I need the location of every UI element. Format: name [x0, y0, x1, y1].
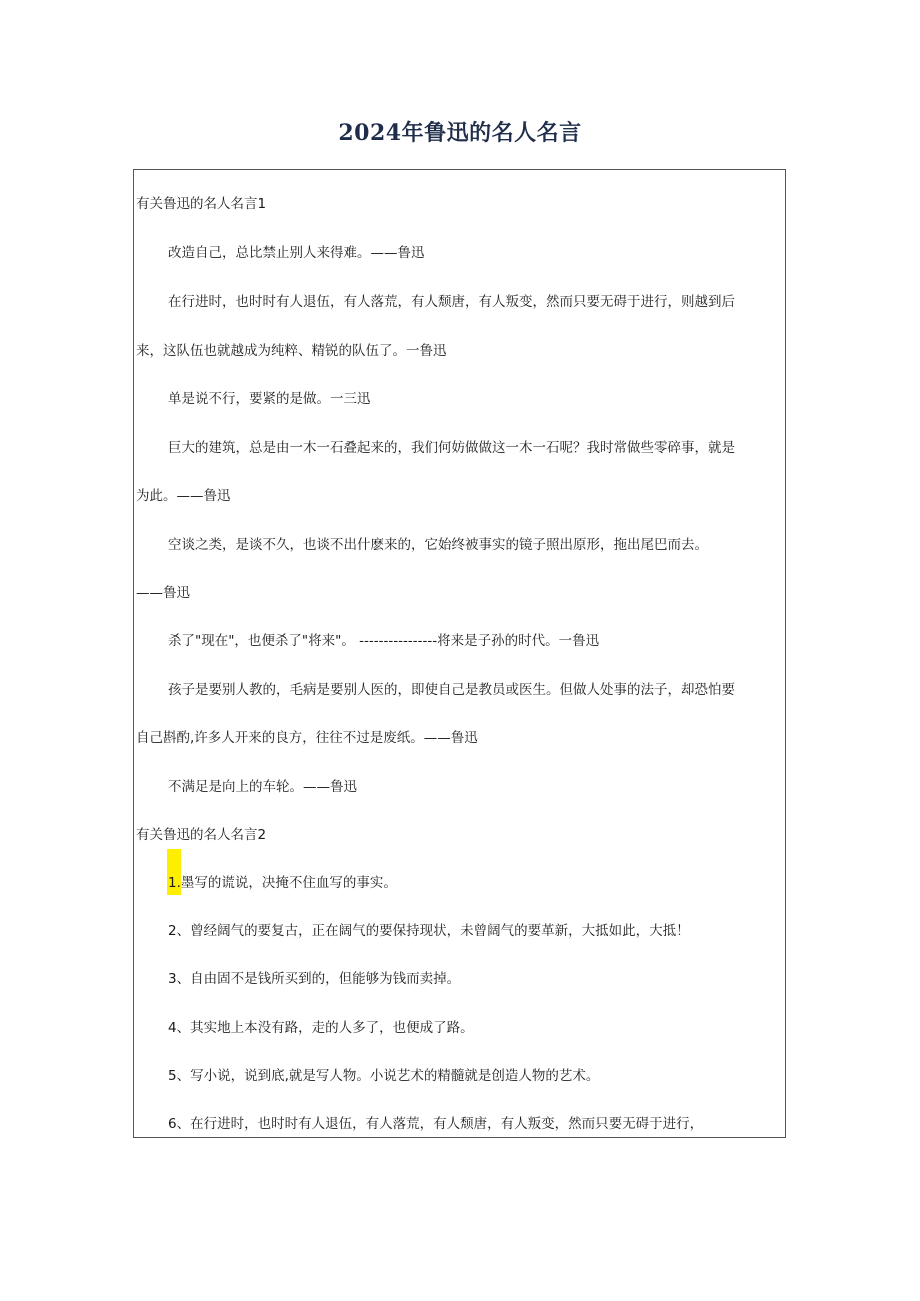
- quote-line: 在行进时，也时时有人退伍，有人落荒，有人颓唐，有人叛变，然而只要无碍于进行，则越到后: [168, 294, 735, 310]
- list-item-text: 墨写的谎说，决掩不住血写的事实。: [180, 875, 397, 891]
- list-item: 6、在行进时，也时时有人退伍，有人落荒，有人颓唐，有人叛变，然而只要无碍于进行，: [168, 1116, 704, 1132]
- quote-line: 孩子是要别人教的，毛病是要别人医的，即使自己是教员或医生。但做人处事的法子，却恐怕要: [168, 682, 735, 698]
- quote-line: 为此。——鲁迅: [136, 488, 231, 504]
- section-heading-1: 有关鲁迅的名人名言1: [136, 196, 267, 212]
- content-box: [133, 169, 786, 1138]
- list-item: 2、曾经阔气的要复古，正在阔气的要保持现状，未曾阔气的要革新，大抵如此，大抵！: [168, 923, 690, 939]
- list-item-number: 1.: [168, 875, 181, 891]
- quote-line: 来，这队伍也就越成为纯粹、精锐的队伍了。一鲁迅: [136, 343, 447, 359]
- quote-line: 改造自己，总比禁止别人来得难。——鲁迅: [168, 245, 425, 261]
- quote-line: ——鲁迅: [136, 585, 190, 601]
- section-heading-2: 有关鲁迅的名人名言2: [136, 827, 267, 843]
- list-item: 3、自由固不是钱所买到的，但能够为钱而卖掉。: [168, 971, 461, 987]
- quote-line: 杀了"现在"，也便杀了"将来"。 ----------------将来是子孙的时代。一鲁迅: [168, 633, 600, 649]
- quote-line: 自己斟酌,许多人开来的良方，往往不过是废纸。——鲁迅: [136, 730, 478, 746]
- page-title: 2024年鲁迅的名人名言: [338, 120, 582, 146]
- list-item: [168, 873, 397, 893]
- quote-line: 不满足是向上的车轮。——鲁迅: [168, 779, 357, 795]
- quote-line: 空谈之类，是谈不久，也谈不出什麽来的，它始终被事实的镜子照出原形，拖出尾巴而去。: [168, 537, 708, 553]
- list-item: 4、其实地上本没有路，走的人多了，也便成了路。: [168, 1020, 474, 1036]
- quote-line: 巨大的建筑，总是由一木一石叠起来的，我们何妨做做这一木一石呢？我时常做些零碎事，就是: [168, 440, 735, 456]
- list-item: 5、写小说，说到底,就是写人物。小说艺术的精髓就是创造人物的艺术。: [168, 1068, 600, 1084]
- quote-line: 单是说不行，要紧的是做。一三迅: [168, 391, 371, 407]
